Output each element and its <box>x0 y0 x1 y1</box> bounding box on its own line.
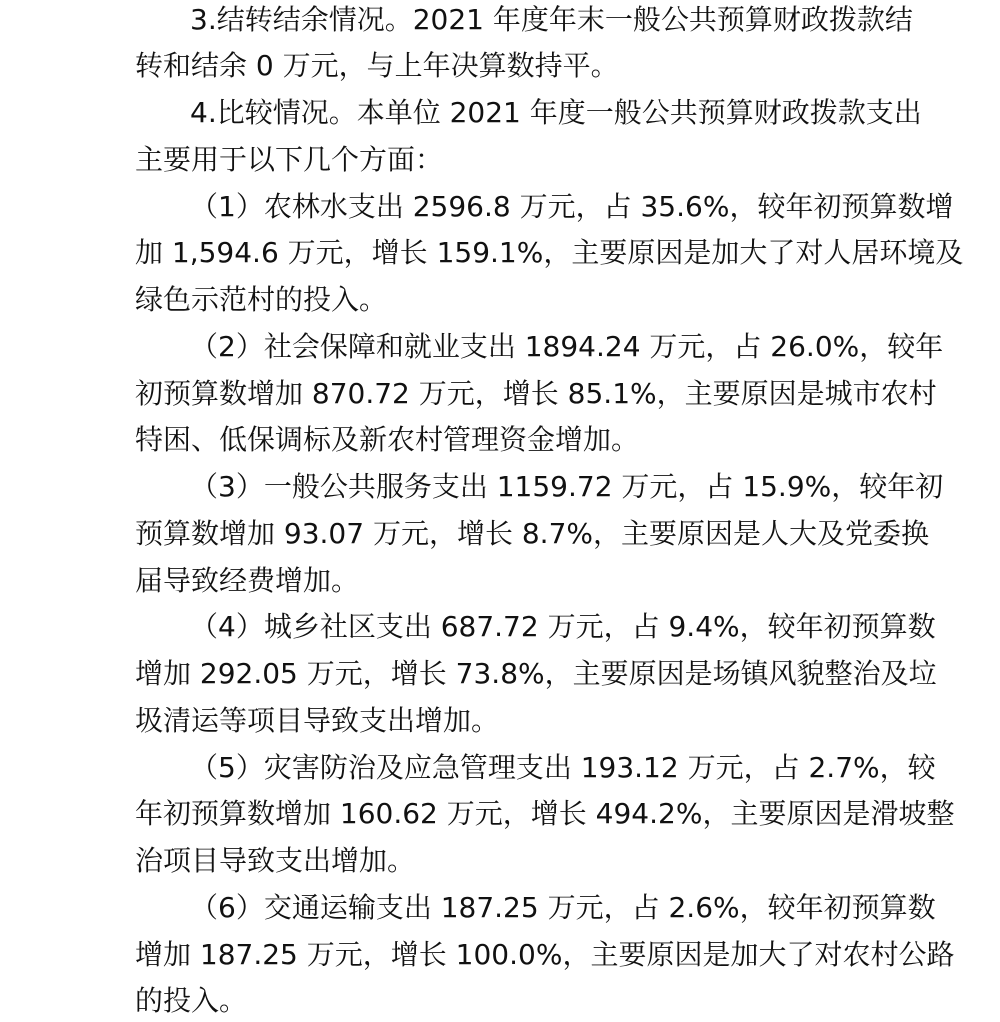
item-5-line-2: 年初预算数增加 160.62 万元，增长 494.2%，主要原因是滑坡整 <box>135 797 955 830</box>
item-6-line-1: （6）交通运输支出 187.25 万元，占 2.6%，较年初预算数 <box>190 891 936 924</box>
item-2-line-1: （2）社会保障和就业支出 1894.24 万元，占 26.0%，较年 <box>190 330 944 363</box>
comparison-text-line: 主要用于以下几个方面： <box>135 143 444 176</box>
item-1-line-2: 加 1,594.6 万元，增长 159.1%，主要原因是加大了对人居环境及 <box>135 236 964 269</box>
item-6-line-2: 增加 187.25 万元，增长 100.0%，主要原因是加大了对农村公路 <box>135 938 955 971</box>
item-4-line-2: 增加 292.05 万元，增长 73.8%，主要原因是场镇风貌整治及垃 <box>135 657 937 690</box>
item-2-line-2: 初预算数增加 870.72 万元，增长 85.1%，主要原因是城市农村 <box>135 377 937 410</box>
item-1-line-3: 绿色示范村的投入。 <box>135 283 388 316</box>
item-4-line-3: 圾清运等项目导致支出增加。 <box>135 704 500 737</box>
item-5-line-1: （5）灾害防治及应急管理支出 193.12 万元，占 2.7%，较 <box>190 751 936 784</box>
item-3-line-1: （3）一般公共服务支出 1159.72 万元，占 15.9%，较年初 <box>190 470 944 503</box>
item-1-line-1: （1）农林水支出 2596.8 万元，占 35.6%，较年初预算数增 <box>190 190 954 223</box>
comparison-heading-line: 4.比较情况。本单位 2021 年度一般公共预算财政拨款支出 <box>190 96 922 129</box>
item-3-line-3: 届导致经费增加。 <box>135 564 360 597</box>
item-3-line-2: 预算数增加 93.07 万元，增长 8.7%，主要原因是人大及党委换 <box>135 517 929 550</box>
carryover-text-line: 转和结余 0 万元，与上年决算数持平。 <box>135 49 619 82</box>
item-2-line-3: 特困、低保调标及新农村管理资金增加。 <box>135 423 640 456</box>
item-4-line-1: （4）城乡社区支出 687.72 万元，占 9.4%，较年初预算数 <box>190 610 936 643</box>
carryover-heading-line: 3.结转结余情况。2021 年度年末一般公共预算财政拨款结 <box>190 3 913 36</box>
item-5-line-3: 治项目导致支出增加。 <box>135 844 416 877</box>
item-6-line-3: 的投入。 <box>135 984 248 1017</box>
